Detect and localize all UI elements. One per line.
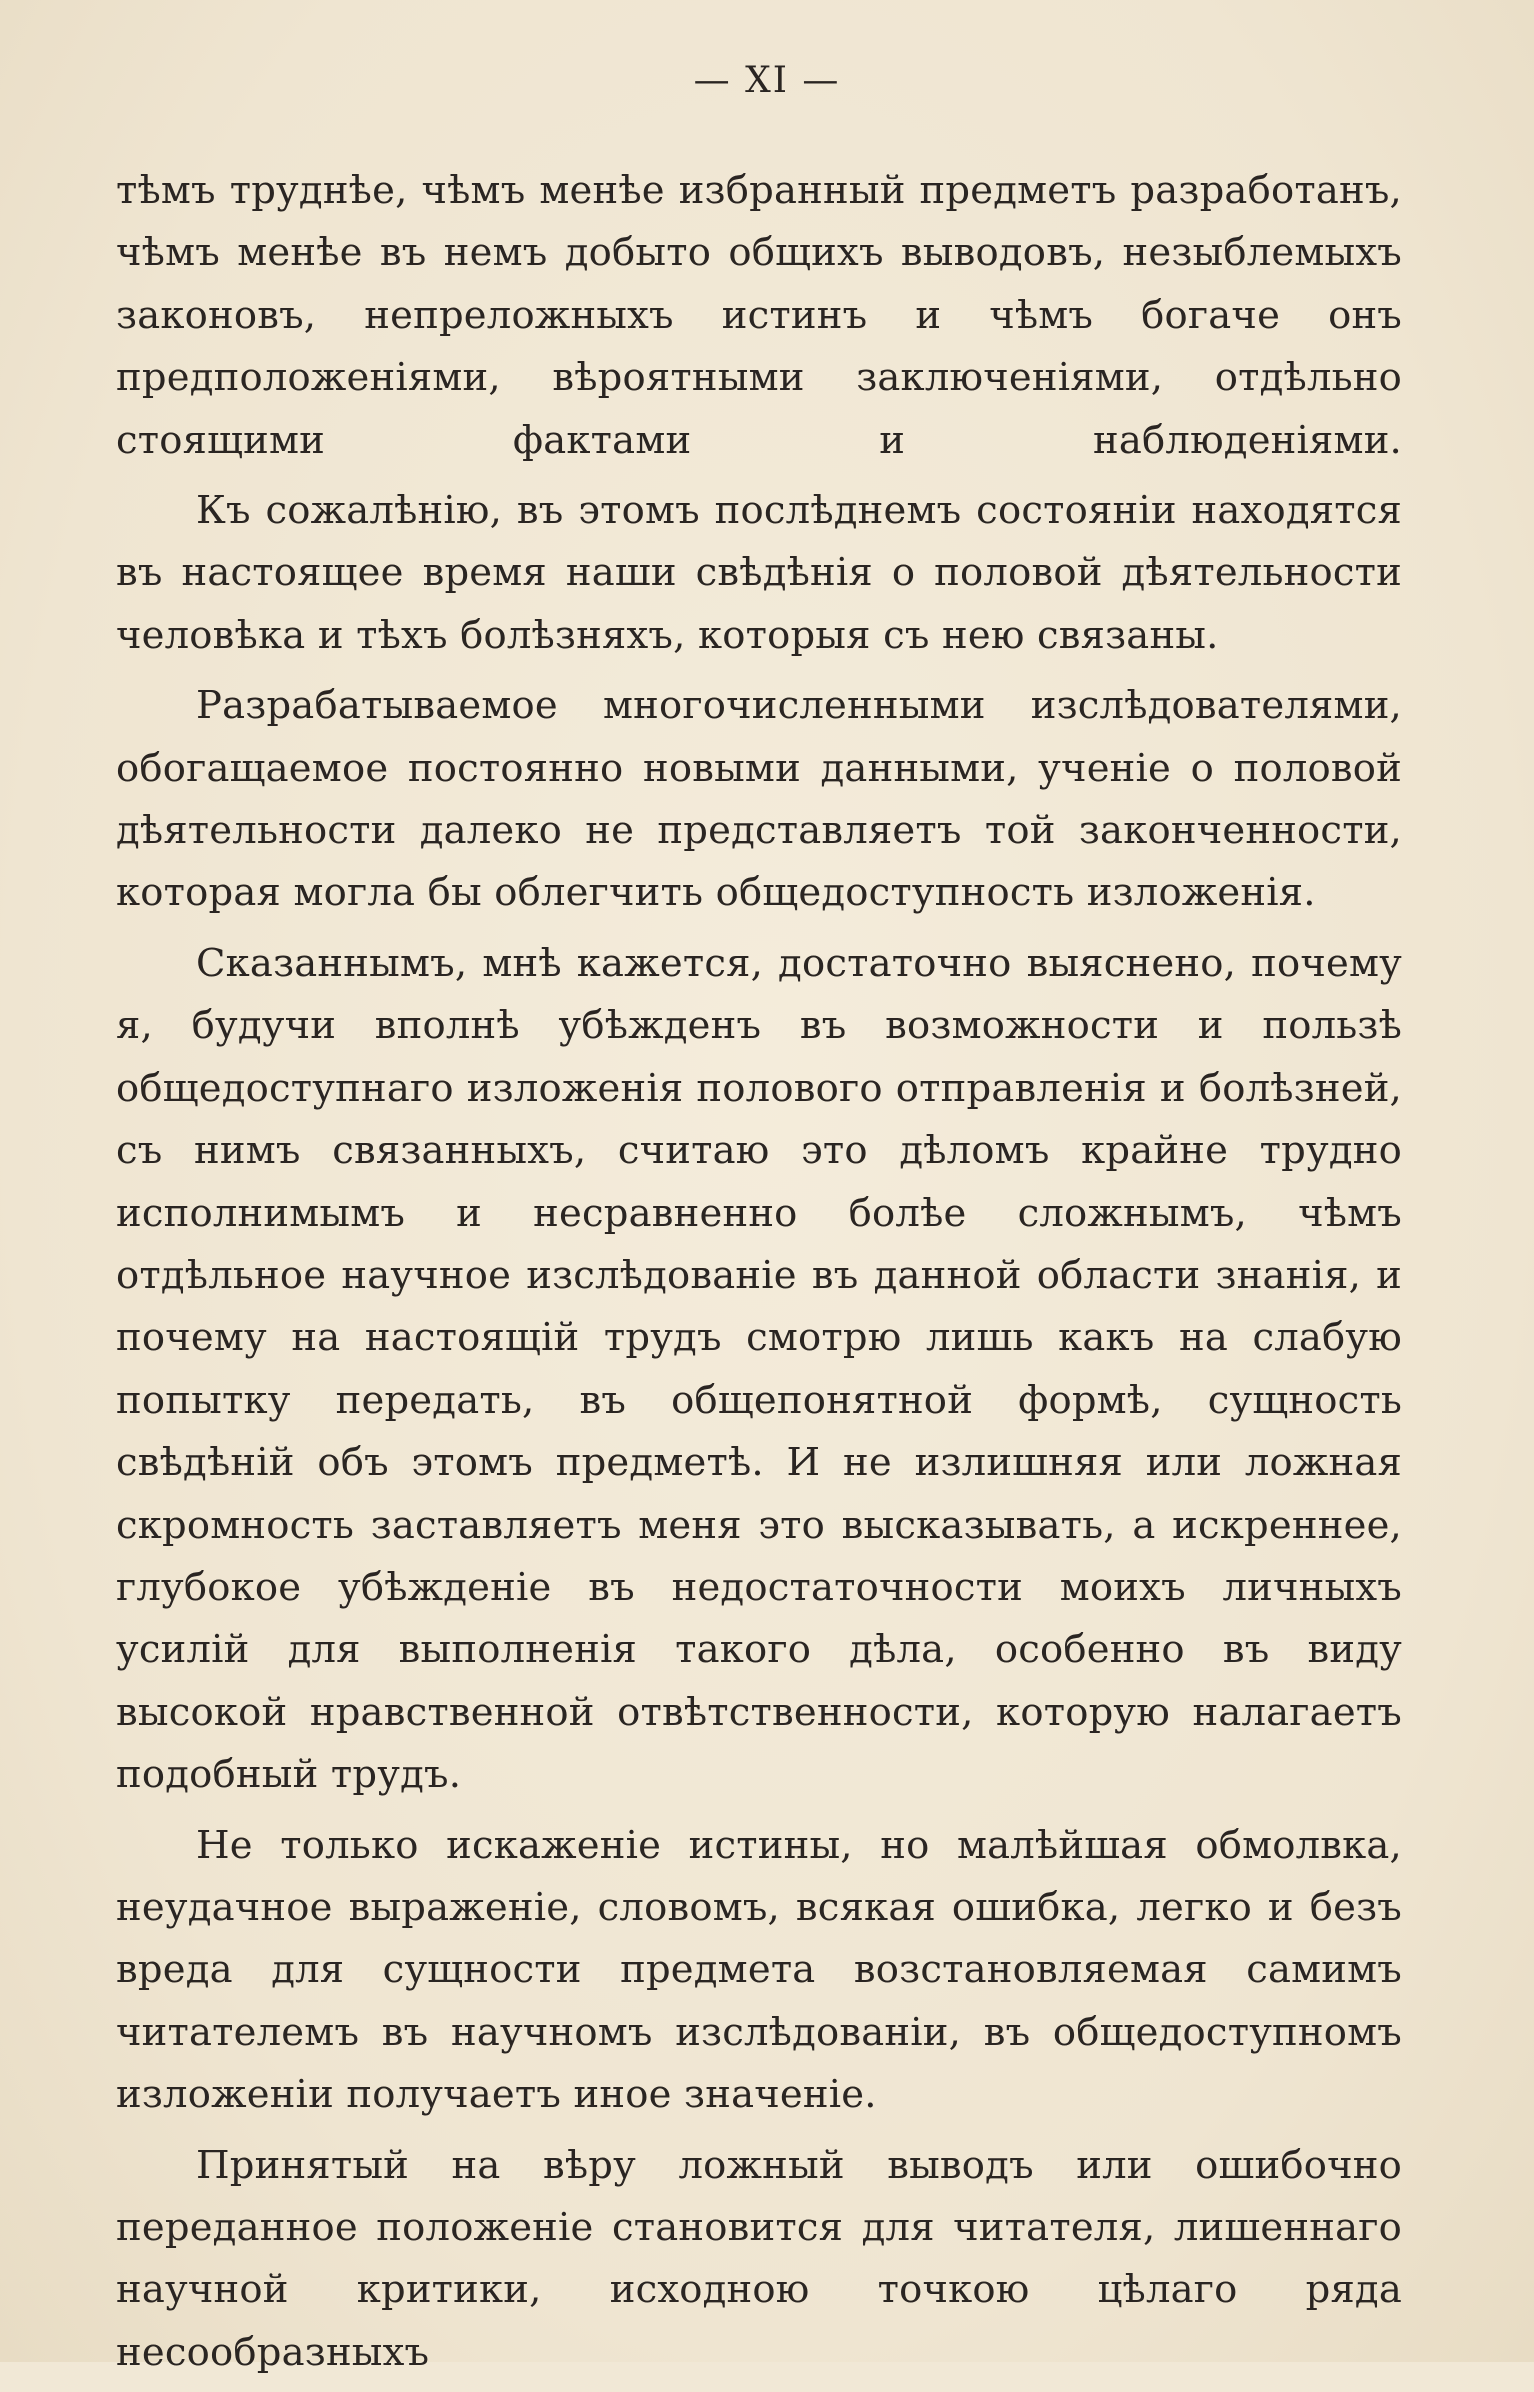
paragraph-3: Разрабатываемое многочисленными изслѣдователями, обогащаемое постоянно новыми данными, ученіе о половой дѣятельности далеко не представляетъ той законченности, которая могла бы облегчить общедоступность изложенія.	[116, 683, 1402, 916]
paragraph-6: Принятый на вѣру ложный выводъ или ошибочно переданное положеніе становится для читателя, лишеннаго научной критики, исходною точкою цѣлаго ряда несообразныхъ	[116, 2142, 1402, 2375]
paragraph-5: Не только искаженіе истины, но малѣйшая обмолвка, неудачное выраженіе, словомъ, всякая ошибка, легко и безъ вреда для сущности предмета возстановляемая самимъ читателемъ въ научномъ изслѣдованіи, въ общедоступномъ изложеніи получаетъ иное значеніе.	[116, 1822, 1402, 2118]
page-number-header: — XI —	[693, 60, 841, 101]
body-text	[116, 160, 1402, 2392]
paragraph-4: Сказаннымъ, мнѣ кажется, достаточно выяснено, почему я, будучи вполнѣ убѣжденъ въ возможности и пользѣ общедоступнаго изложенія полового отправленія и болѣзней, съ нимъ связанныхъ, считаю это дѣломъ крайне трудно исполнимымъ и несравненно болѣе сложнымъ, чѣмъ отдѣльное научное изслѣдованіе въ данной области знанія, и почему на настоящій трудъ смотрю лишь какъ на слабую попытку передать, въ общепонятной формѣ, сущность свѣдѣній объ этомъ предметѣ. И не излишняя или ложная скромность заставляетъ меня это высказывать, а искреннее, глубокое убѣжденіе въ недостаточности моихъ личныхъ усилій для выполненія такого дѣла, особенно въ виду высокой нравственной отвѣтственности, которую налагаетъ подобный трудъ.	[116, 940, 1402, 1798]
paragraph-2: Къ сожалѣнію, въ этомъ послѣднемъ состояніи находятся въ настоящее время наши свѣдѣнія о половой дѣятельности человѣка и тѣхъ болѣзняхъ, которыя съ нею связаны.	[116, 488, 1402, 658]
paragraph-1: тѣмъ труднѣе, чѣмъ менѣе избранный предметъ разработанъ, чѣмъ менѣе въ немъ добыто общихъ выводовъ, незыблемыхъ законовъ, непреложныхъ истинъ и чѣмъ богаче онъ предположеніями, вѣроятными заключеніями, отдѣльно стоящими фактами и наблюденіями.	[116, 168, 1402, 463]
